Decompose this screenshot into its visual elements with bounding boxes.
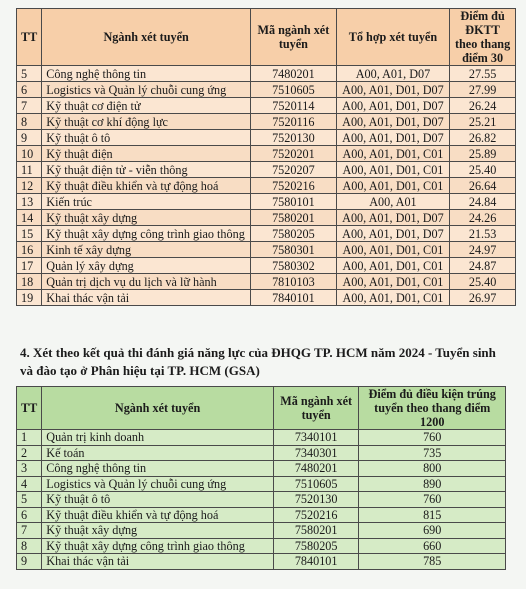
cell-tt: 7 [17, 98, 42, 114]
header-score: Điểm đủ ĐKTT theo thang điểm 30 [450, 9, 516, 66]
cell-score: 760 [359, 492, 506, 508]
section-heading: 4. Xét theo kết quả thi đánh giá năng lực của ĐHQG TP. HCM năm 2024 - Tuyển sinh và đào tạo ở Phân hiệu tại TP. HCM (GSA) [20, 345, 496, 378]
cell-code: 7840101 [251, 290, 337, 306]
cell-tt: 13 [17, 194, 42, 210]
table-row [17, 82, 516, 98]
cell-code: 7520216 [251, 178, 337, 194]
cell-major: Kiến trúc [42, 194, 251, 210]
table-row [17, 194, 516, 210]
cell-major: Kinh tế xây dựng [42, 242, 251, 258]
cell-score: 21.53 [450, 226, 516, 242]
cell-score: 660 [359, 538, 506, 554]
cell-tt: 8 [17, 538, 42, 554]
cell-score: 25.21 [450, 114, 516, 130]
cell-code: 7580205 [273, 538, 359, 554]
cell-code: 7580301 [251, 242, 337, 258]
cell-major: Kỹ thuật xây dựng [42, 523, 274, 539]
cell-tt: 8 [17, 114, 42, 130]
cell-code: 7520130 [251, 130, 337, 146]
cell-tt: 1 [17, 430, 42, 446]
header-code: Mã ngành xét tuyển [273, 387, 359, 430]
cell-tt: 16 [17, 242, 42, 258]
cell-code: 7340301 [273, 445, 359, 461]
cell-major: Quản trị kinh doanh [42, 430, 274, 446]
header-major: Ngành xét tuyển [42, 387, 274, 430]
cell-score: 785 [359, 554, 506, 570]
cell-major: Kỹ thuật điều khiển và tự động hoá [42, 178, 251, 194]
table-row [17, 461, 506, 477]
cell-score: 26.82 [450, 130, 516, 146]
table-row [17, 146, 516, 162]
cell-combo: A00, A01, D01, C01 [336, 162, 449, 178]
table-row [17, 178, 516, 194]
cell-major: Khai thác vận tải [42, 554, 274, 570]
cell-code: 7520116 [251, 114, 337, 130]
table-row [17, 445, 506, 461]
cell-major: Kỹ thuật xây dựng [42, 210, 251, 226]
table-row [17, 114, 516, 130]
header-tt: TT [17, 387, 42, 430]
cell-major: Kỹ thuật ô tô [42, 492, 274, 508]
cell-major: Công nghệ thông tin [42, 461, 274, 477]
cell-tt: 9 [17, 554, 42, 570]
cell-code: 7520130 [273, 492, 359, 508]
table-row [17, 210, 516, 226]
header-score: Điểm đủ điều kiện trúng tuyển theo thang điểm 1200 [359, 387, 506, 430]
cell-major: Kỹ thuật điện tử - viễn thông [42, 162, 251, 178]
cell-major: Quản lý xây dựng [42, 258, 251, 274]
cell-tt: 17 [17, 258, 42, 274]
cell-code: 7520114 [251, 98, 337, 114]
cell-combo: A00, A01, D01, C01 [336, 290, 449, 306]
cell-tt: 11 [17, 162, 42, 178]
table-row [17, 130, 516, 146]
cell-score: 735 [359, 445, 506, 461]
cell-major: Logistics và Quản lý chuỗi cung ứng [42, 82, 251, 98]
cell-score: 24.97 [450, 242, 516, 258]
table-row [17, 476, 506, 492]
cell-score: 26.64 [450, 178, 516, 194]
cell-tt: 5 [17, 66, 42, 82]
cell-code: 7340101 [273, 430, 359, 446]
cell-score: 24.26 [450, 210, 516, 226]
cell-score: 800 [359, 461, 506, 477]
cell-tt: 12 [17, 178, 42, 194]
cell-combo: A00, A01, D01, C01 [336, 274, 449, 290]
table-row [17, 507, 506, 523]
cell-tt: 15 [17, 226, 42, 242]
cell-combo: A00, A01, D01, C01 [336, 146, 449, 162]
cell-tt: 6 [17, 507, 42, 523]
table-body [17, 66, 516, 306]
cell-combo: A00, A01, D01, C01 [336, 242, 449, 258]
cell-major: Kỹ thuật điều khiển và tự động hoá [42, 507, 274, 523]
cell-score: 815 [359, 507, 506, 523]
cell-score: 690 [359, 523, 506, 539]
cell-combo: A00, A01, D01, D07 [336, 98, 449, 114]
cell-combo: A00, A01, D01, D07 [336, 114, 449, 130]
table-row [17, 226, 516, 242]
cell-code: 7580302 [251, 258, 337, 274]
cell-tt: 6 [17, 82, 42, 98]
table-row [17, 538, 506, 554]
cell-major: Kỹ thuật xây dựng công trình giao thông [42, 226, 251, 242]
table-row [17, 492, 506, 508]
cell-code: 7480201 [251, 66, 337, 82]
table-row [17, 98, 516, 114]
cell-major: Kỹ thuật điện [42, 146, 251, 162]
cell-code: 7520216 [273, 507, 359, 523]
header-tt: TT [17, 9, 42, 66]
admission-scores-table [16, 8, 516, 306]
table-row [17, 554, 506, 570]
cell-major: Kỹ thuật ô tô [42, 130, 251, 146]
table-row [17, 274, 516, 290]
cell-code: 7580201 [273, 523, 359, 539]
cell-combo: A00, A01, D07 [336, 66, 449, 82]
cell-score: 24.87 [450, 258, 516, 274]
cell-major: Khai thác vận tải [42, 290, 251, 306]
cell-tt: 2 [17, 445, 42, 461]
cell-score: 26.24 [450, 98, 516, 114]
cell-combo: A00, A01, D01, C01 [336, 258, 449, 274]
cell-code: 7840101 [273, 554, 359, 570]
cell-combo: A00, A01, D01, C01 [336, 178, 449, 194]
cell-score: 27.99 [450, 82, 516, 98]
cell-score: 24.84 [450, 194, 516, 210]
cell-combo: A00, A01, D01, D07 [336, 226, 449, 242]
cell-tt: 5 [17, 492, 42, 508]
cell-score: 890 [359, 476, 506, 492]
cell-combo: A00, A01, D01, D07 [336, 130, 449, 146]
header-major: Ngành xét tuyển [42, 9, 251, 66]
table-row [17, 162, 516, 178]
cell-code: 7510605 [273, 476, 359, 492]
cell-score: 26.97 [450, 290, 516, 306]
table-row [17, 430, 506, 446]
cell-tt: 19 [17, 290, 42, 306]
cell-code: 7510605 [251, 82, 337, 98]
table-body [17, 430, 506, 570]
cell-tt: 7 [17, 523, 42, 539]
cell-major: Quản trị dịch vụ du lịch và lữ hành [42, 274, 251, 290]
cell-combo: A00, A01, D01, D07 [336, 210, 449, 226]
cell-code: 7520207 [251, 162, 337, 178]
cell-major: Công nghệ thông tin [42, 66, 251, 82]
table-row [17, 242, 516, 258]
cell-score: 760 [359, 430, 506, 446]
cell-major: Kỹ thuật cơ khí động lực [42, 114, 251, 130]
table-row [17, 258, 516, 274]
table-row [17, 523, 506, 539]
cell-combo: A00, A01, D01, D07 [336, 82, 449, 98]
cell-score: 25.40 [450, 274, 516, 290]
header-code: Mã ngành xét tuyển [251, 9, 337, 66]
cell-score: 27.55 [450, 66, 516, 82]
cell-major: Kế toán [42, 445, 274, 461]
table-header-row [17, 9, 516, 66]
cell-tt: 4 [17, 476, 42, 492]
cell-combo: A00, A01 [336, 194, 449, 210]
header-combo: Tổ hợp xét tuyển [336, 9, 449, 66]
cell-code: 7580101 [251, 194, 337, 210]
table-row [17, 290, 516, 306]
table-header-row [17, 387, 506, 430]
cell-score: 25.40 [450, 162, 516, 178]
cell-tt: 9 [17, 130, 42, 146]
cell-tt: 14 [17, 210, 42, 226]
cell-major: Kỹ thuật xây dựng công trình giao thông [42, 538, 274, 554]
cell-major: Logistics và Quản lý chuỗi cung ứng [42, 476, 274, 492]
cell-tt: 18 [17, 274, 42, 290]
cell-score: 25.89 [450, 146, 516, 162]
cell-tt: 3 [17, 461, 42, 477]
cell-code: 7580205 [251, 226, 337, 242]
cell-code: 7520201 [251, 146, 337, 162]
cell-code: 7580201 [251, 210, 337, 226]
cell-major: Kỹ thuật cơ điện tử [42, 98, 251, 114]
capacity-test-scores-table [16, 386, 506, 570]
cell-code: 7810103 [251, 274, 337, 290]
cell-tt: 10 [17, 146, 42, 162]
cell-code: 7480201 [273, 461, 359, 477]
table-row [17, 66, 516, 82]
